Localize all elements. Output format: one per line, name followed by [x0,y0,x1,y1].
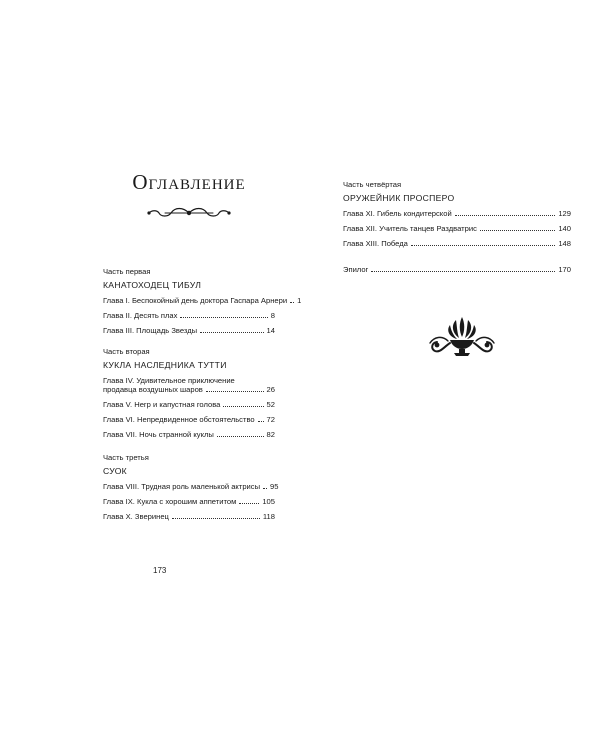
chapter-entry[interactable] [103,376,275,394]
chapter-entry[interactable] [103,482,279,491]
chapter-entry[interactable] [343,239,571,248]
chapter-title: Глава XII. Учитель танцев Раздватрис [343,224,477,233]
chapter-title-continued: продавца воздушных шаров [103,385,203,394]
chapter-page: 82 [266,430,275,439]
toc-right-column [343,180,571,363]
part-title: КУКЛА НАСЛЕДНИКА ТУТТИ [103,360,227,370]
part-section [103,453,279,521]
chapter-title: Глава II. Десять плах [103,311,178,320]
dot-leader [290,302,294,303]
dot-leader [172,518,260,519]
chapter-page: 26 [266,385,275,394]
part-section [343,180,571,248]
chapter-entry[interactable] [103,311,275,320]
part-label: Часть первая [103,267,151,276]
chapter-entry[interactable] [103,400,275,409]
chapter-page: 140 [558,224,571,233]
part-section [103,267,302,335]
chapter-entry[interactable] [103,415,275,424]
dot-leader [200,332,263,333]
chapter-page: 72 [266,415,275,424]
dot-leader [217,436,264,437]
part-title: КАНАТОХОДЕЦ ТИБУЛ [103,280,202,290]
toc-left-column [103,170,302,527]
chapter-title: Глава III. Площадь Звезды [103,326,198,335]
chapter-entry[interactable] [103,497,275,506]
part-label: Часть третья [103,453,149,462]
chapter-page: 1 [297,296,302,305]
dot-leader [371,271,555,272]
chapter-entry[interactable] [103,512,275,521]
chapter-title: Глава XI. Гибель кондитерской [343,209,452,218]
chapter-page: 105 [262,497,275,506]
chapter-entry[interactable] [343,224,571,233]
chapter-page: 148 [558,239,571,248]
chapter-page: 52 [266,400,275,409]
epilogue-page: 170 [558,265,571,274]
dot-leader [263,488,267,489]
dot-leader [480,230,555,231]
chapter-title: Глава VII. Ночь странной куклы [103,430,214,439]
chapter-title: Глава X. Зверинец [103,512,169,521]
chapter-title: Глава XIII. Победа [343,239,408,248]
chapter-entry[interactable] [103,326,275,335]
part-title: ОРУЖЕЙНИК ПРОСПЕРО [343,193,455,203]
palmette-ornament-icon [426,311,498,363]
dot-leader [258,421,264,422]
part-label: Часть вторая [103,347,150,356]
dot-leader [223,406,263,407]
chapter-title: Глава I. Беспокойный день доктора Гаспара Арнери [103,296,288,305]
chapter-title: Глава V. Негр и капустная голова [103,400,221,409]
chapter-page: 14 [266,326,275,335]
chapter-entry[interactable] [343,209,571,218]
page-number: 173 [153,566,167,575]
chapter-entry[interactable] [103,296,302,305]
dot-leader [411,245,555,246]
chapter-page: 8 [270,311,275,320]
epilogue-title: Эпилог [343,265,369,274]
epilogue-entry[interactable] [343,265,571,274]
chapter-title: Глава VI. Непредвиденное обстоятельство [103,415,255,424]
dot-leader [239,503,259,504]
dot-leader [455,215,556,216]
chapter-page: 129 [558,209,571,218]
part-label: Часть четвёртая [343,180,402,189]
part-title: СУОК [103,466,127,476]
chapter-page: 118 [262,512,275,521]
chapter-page: 95 [270,482,279,491]
dot-leader [180,317,267,318]
part-section [103,347,275,439]
toc-title: Оглавление [132,170,246,194]
small-flourish-ornament-icon [143,205,235,221]
chapter-title: Глава VIII. Трудная роль маленькой актрисы [103,482,261,491]
dot-leader [206,391,264,392]
chapter-title: Глава IV. Удивительное приключение [103,376,235,385]
chapter-title: Глава IX. Кукла с хорошим аппетитом [103,497,237,506]
chapter-entry[interactable] [103,430,275,439]
